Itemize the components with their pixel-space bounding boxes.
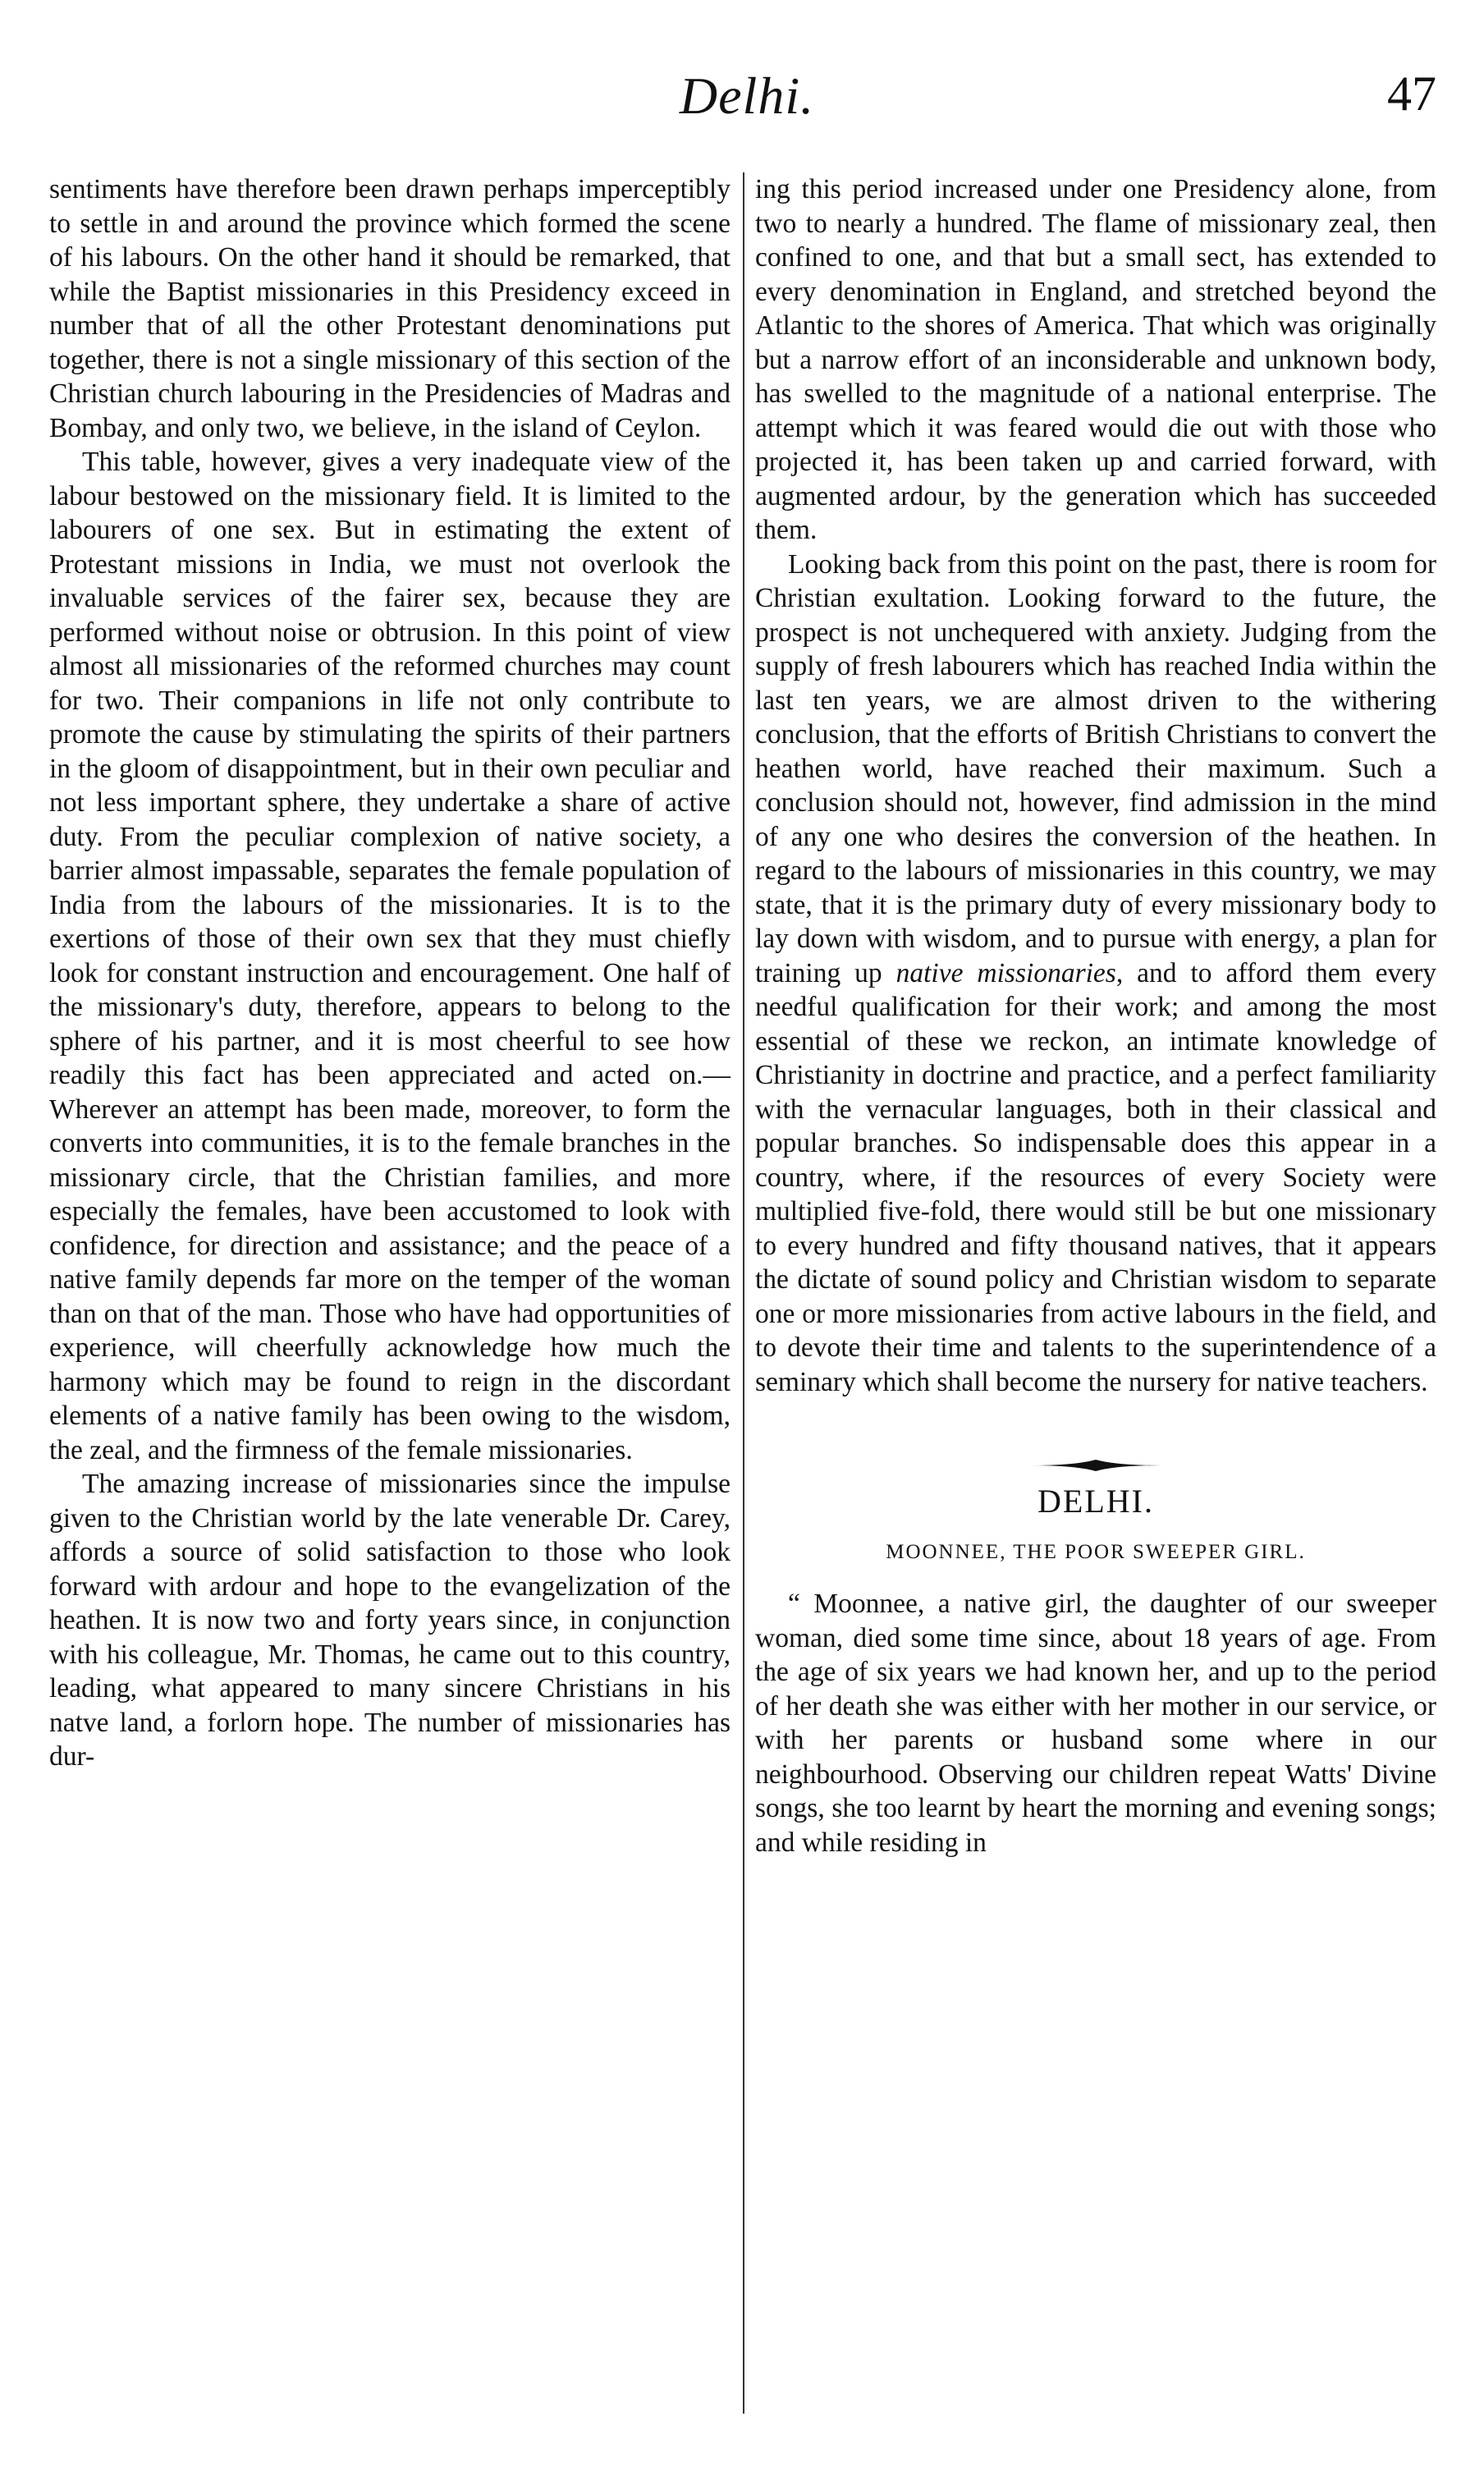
separator-ornament-icon — [1026, 1457, 1166, 1474]
paragraph — [755, 548, 1436, 1400]
running-head — [49, 66, 1445, 156]
page-number: 47 — [1387, 66, 1436, 121]
right-column — [755, 172, 1436, 1859]
column-divider — [743, 172, 744, 2414]
paragraph: sentiments have therefore been drawn perhaps imperceptibly to settle in and around the province which formed the scene of his labours. On the other hand it should be remarked, that while the Baptist missionaries in this Presidency exceed in number that of all the other Protestant denominations put together, there is not a single missionary of this section of the Christian church labouring in the Presidencies of Madras and Bombay, and only two, we believe, in the island of Ceylon. — [49, 174, 731, 443]
paragraph: ing this period increased under one Presidency alone, from two to nearly a hundred. The flame of missionary zeal, then confined to one, and that but a small sect, has extended to every denomination in England, and stretched beyond the Atlantic to the shores of America. That which was originally but a narrow effort of an inconsiderable and unknown body, has swelled to the magnitude of a national enterprise. The attempt which it was feared would die out with those who projected it, has been taken up and carried forward, with augmented ardour, by the generation which has succeeded them. — [755, 174, 1436, 545]
page-header-title: Delhi. — [679, 66, 815, 125]
document-page — [49, 66, 1445, 2430]
paragraph-text: , and to afford them every needful qualification for their work; and among the most essential of these we reckon, an intimate knowledge of Christianity in doctrine and practice, and a perfect familiarity with the vernacular languages, both in their classical and popular branches. So indispensable does this appear in a country, where, if the resources of every Society were multiplied five-fold, there would still be but one missionary to every hundred and fifty thousand natives, that it appears the dictate of sound policy and Christian wisdom to separate one or more missionaries from active labours in the field, and to devote their time and talents to the superintendence of a seminary which shall become the nursery for native teachers. — [755, 957, 1437, 1397]
paragraph: “ Moonnee, a native girl, the daughter of our sweeper woman, died some time since, about 18 years of age. From the age of six years we had known her, and up to the period of her death she was either with her mother in our service, or with her parents or husband some where in our neighbourhood. Observing our children repeat Watts' Divine songs, she too learnt by heart the morning and evening songs; and while residing in — [755, 1589, 1436, 1858]
italic-phrase: native missionaries — [895, 957, 1116, 988]
section-subtitle: MOONNEE, THE POOR SWEEPER GIRL. — [886, 1540, 1306, 1563]
paragraph-text: Looking back from this point on the past, there is room for Christian exultation. Looking forward to the future, the prospect is not unchequered with anxiety. Judging from the supply of fresh labourers which has reached India within the last ten years, we are almost driven to the withering conclusion, that the efforts of British Christians to convert the heathen world, have reached their maximum. Such a conclusion should not, however, find admission in the mind of any one who desires the conversion of the heathen. In regard to the labours of missionaries in this country, we may state, that it is the primary duty of every missionary body to lay down with wisdom, and to pursue with energy, a plan for training up — [755, 548, 1436, 988]
ornamental-separator — [755, 1448, 1436, 1465]
paragraph: The amazing increase of missionaries since the impulse given to the Christian world by the late venerable Dr. Carey, affords a source of solid satisfaction to those who look forward with ardour and hope to the evangelization of the heathen. It is now two and forty years since, in conjunction with his colleague, Mr. Thomas, he came out to this country, leading, what appeared to many sincere Christians in his natve land, a forlorn hope. The number of missionaries has dur- — [49, 1469, 731, 1772]
paragraph: This table, however, gives a very inadequate view of the labour bestowed on the missionary field. It is limited to the labourers of one sex. But in estimating the extent of Protestant missions in India, we must not overlook the invaluable services of the fairer sex, because they are performed without noise or obtrusion. In this point of view almost all missionaries of the reformed churches may count for two. Their companions in life not only contribute to promote the cause by stimulating the spirits of their partners in the gloom of disappointment, but in their own peculiar and not less important sphere, they undertake a share of active duty. From the peculiar complexion of native society, a barrier almost impassable, separates the female population of India from the labours of the missionaries. It is to the exertions of those of their own sex that they must chiefly look for constant instruction and encouragement. One half of the missionary's duty, therefore, appears to belong to the sphere of his partner, and it is most cheerful to see how readily this fact has been appreciated and acted on.— Wherever an attempt has been made, moreover, to form the converts into communities, it is to the female branches in the missionary circle, that the Christian families, and more especially the females, have been accustomed to look with confidence, for direction and assistance; and the peace of a native family depends far more on the temper of the woman than on that of the man. Those who have had opportunities of experience, will cheerfully acknowledge how much the harmony which may be found to reign in the discordant elements of a native family has been owing to the wisdom, the zeal, and the firmness of the female missionaries. — [49, 447, 731, 1465]
section-title: DELHI. — [1037, 1483, 1154, 1520]
left-column — [49, 172, 731, 1774]
